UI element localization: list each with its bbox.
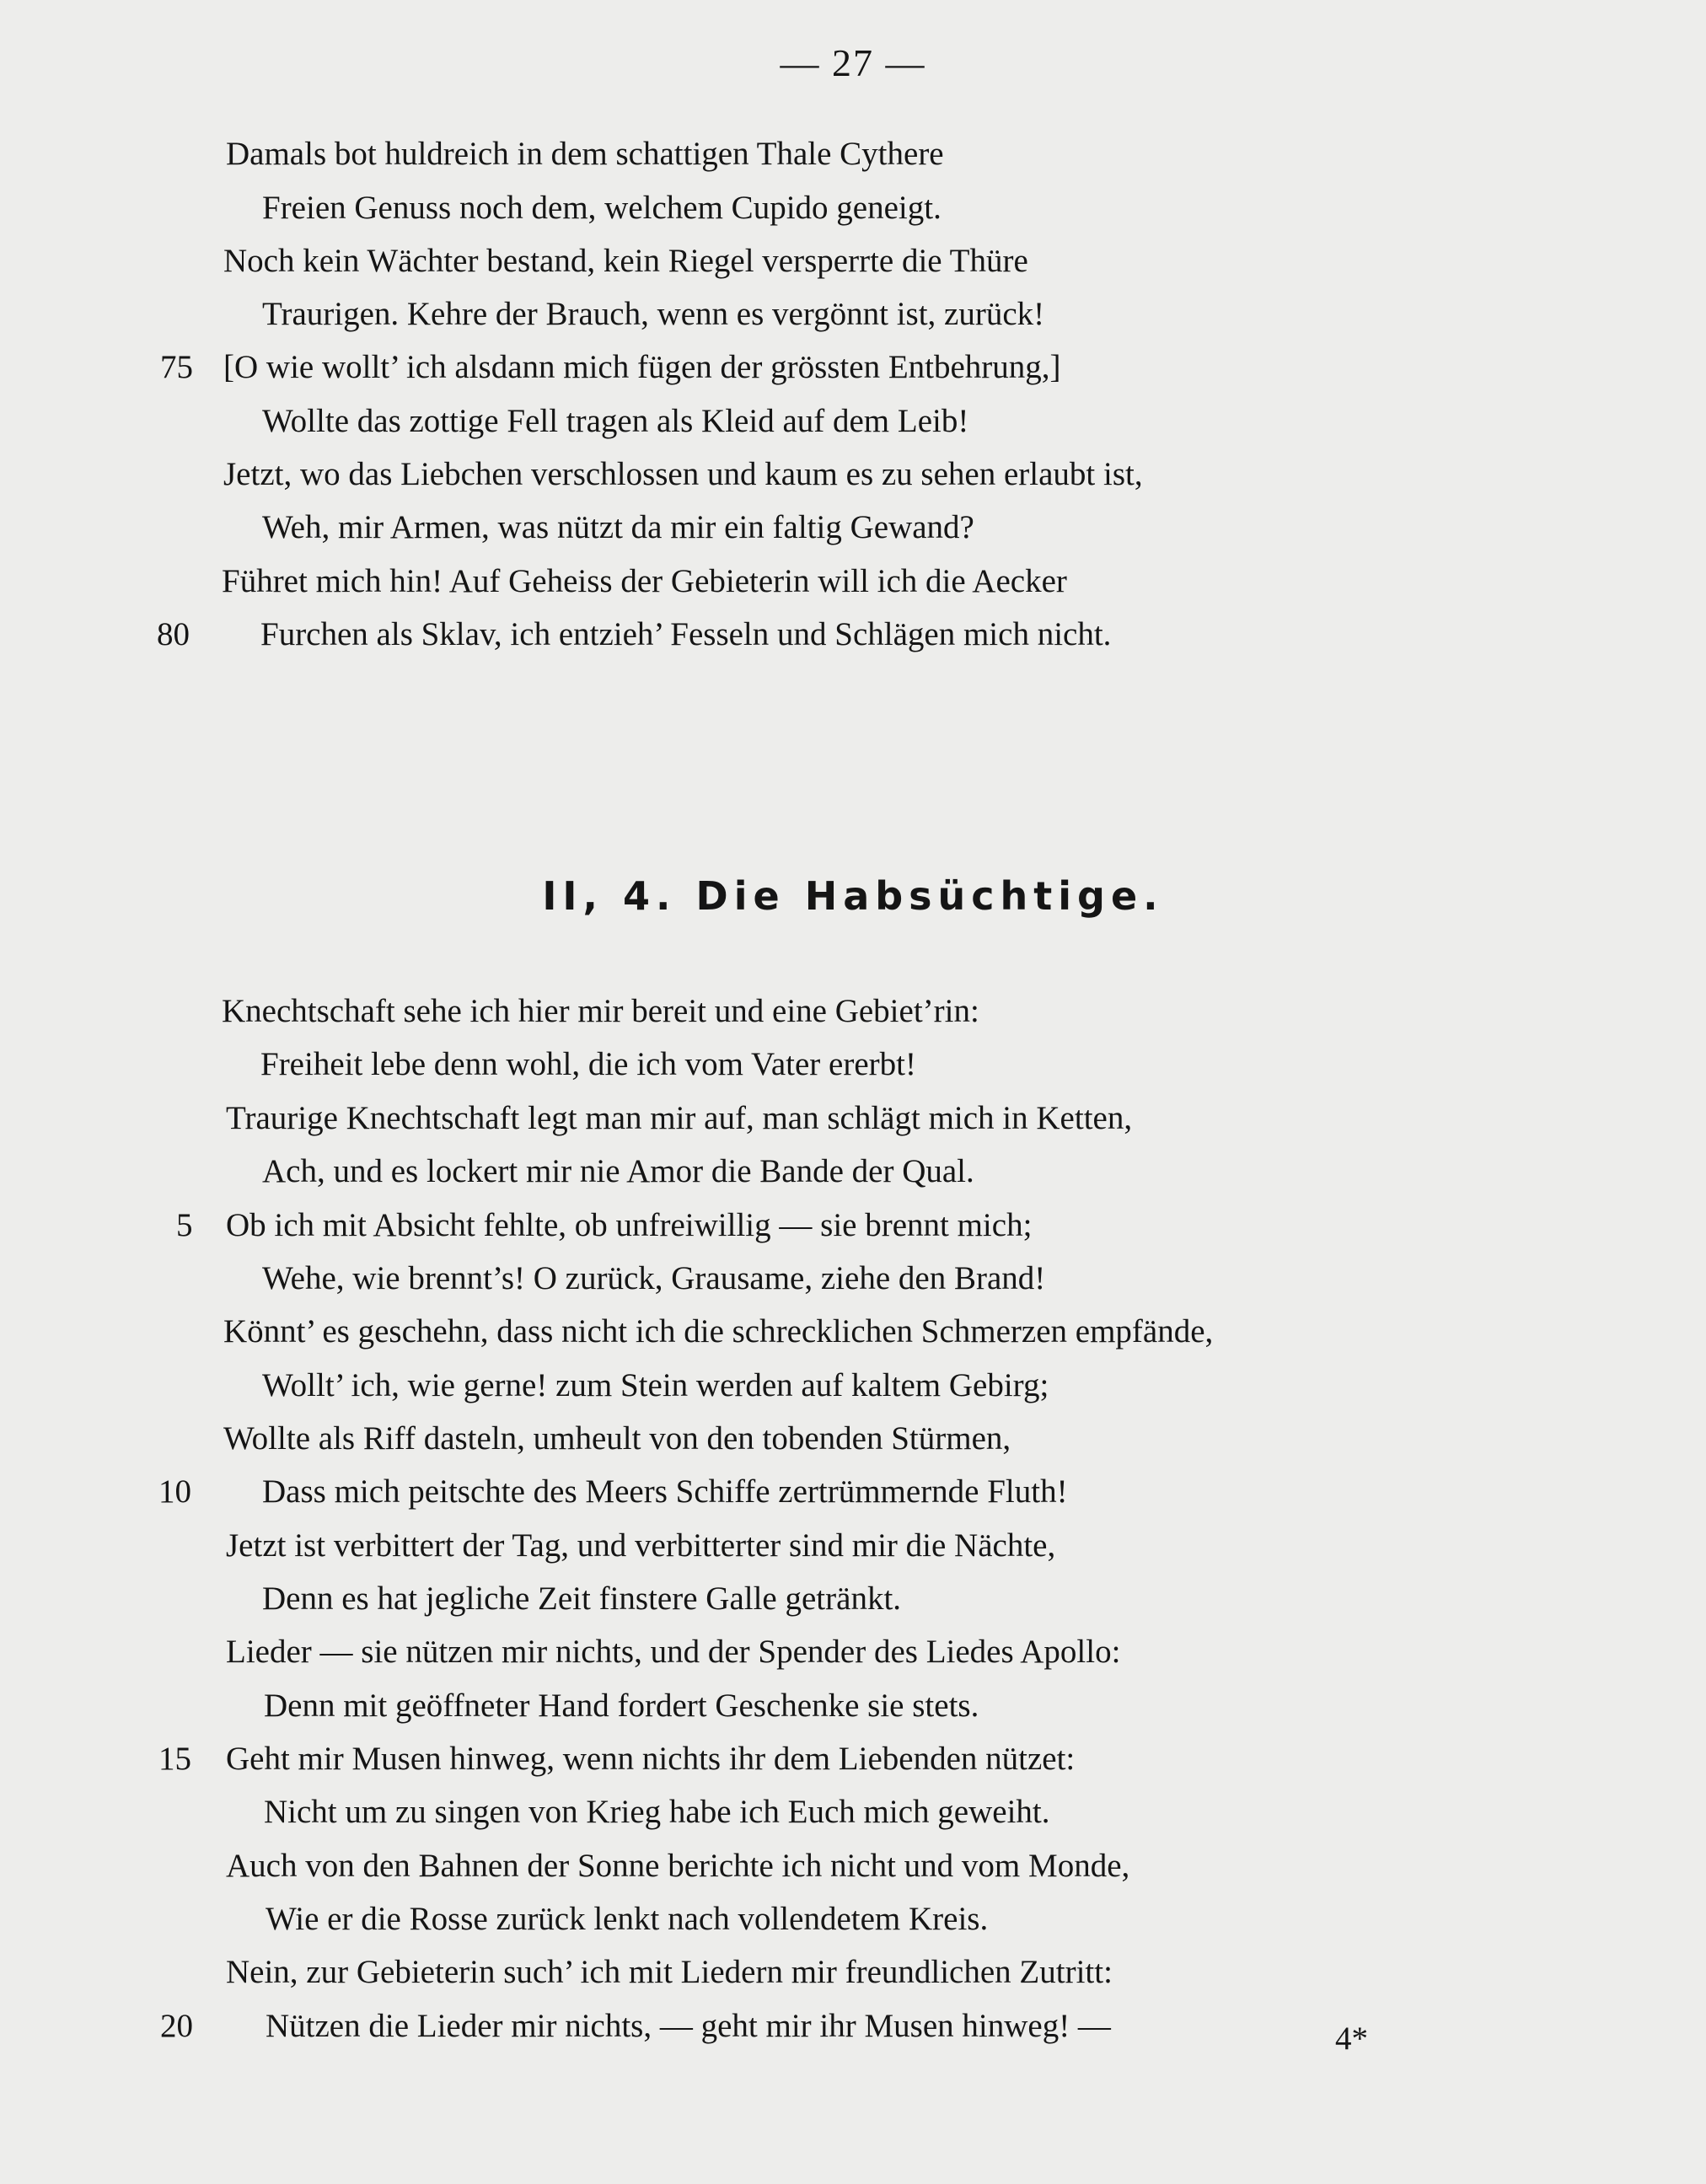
verse-line: Noch kein Wächter bestand, kein Riegel versperrte die Thüre [223, 243, 1028, 279]
verse-line: Jetzt, wo das Liebchen verschlossen und kaum es zu sehen erlaubt ist, [223, 456, 1143, 492]
verse-line: Wie er die Rosse zurück lenkt nach vollendetem Kreis. [266, 1901, 989, 1937]
line-number: 80 [157, 616, 190, 652]
line-number: 10 [158, 1473, 191, 1510]
verse-line: Lieder — sie nützen mir nichts, und der Spender des Liedes Apollo: [226, 1634, 1121, 1670]
line-number: 75 [160, 349, 193, 385]
verse-line: Jetzt ist verbittert der Tag, und verbitterter sind mir die Nächte, [226, 1527, 1056, 1564]
verse-line: Wollte das zottige Fell tragen als Kleid auf dem Leib! [262, 403, 969, 439]
verse-line: Traurige Knechtschaft legt man mir auf, man schlägt mich in Ketten, [226, 1100, 1133, 1136]
poem-title: II, 4. Die Habsüchtige. [542, 873, 1164, 919]
page-header: — 27 — [780, 41, 926, 84]
verse-line: Könnt’ es geschehn, dass nicht ich die schrecklichen Schmerzen empfände, [223, 1313, 1214, 1350]
verse-line: Führet mich hin! Auf Geheiss der Gebieterin will ich die Aecker [222, 563, 1067, 599]
verse-line: Wollte als Riff dasteln, umheult von den tobenden Stürmen, [223, 1420, 1011, 1457]
verse-line: Denn mit geöffneter Hand fordert Geschenke sie stets. [264, 1688, 979, 1724]
verse-line: Knechtschaft sehe ich hier mir bereit und eine Gebiet’rin: [222, 993, 979, 1029]
line-number: 5 [176, 1207, 193, 1243]
verse-line: Furchen als Sklav, ich entzieh’ Fesseln und Schlägen mich nicht. [260, 616, 1112, 652]
verse-line: Traurigen. Kehre der Brauch, wenn es vergönnt ist, zurück! [262, 296, 1045, 332]
verse-line: Dass mich peitschte des Meers Schiffe zertrümmernde Fluth! [262, 1473, 1068, 1510]
verse-line: Freien Genuss noch dem, welchem Cupido geneigt. [262, 190, 942, 226]
line-number: 15 [158, 1741, 191, 1777]
verse-line: Wehe, wie brennt’s! O zurück, Grausame, ziehe den Brand! [262, 1260, 1046, 1296]
verse-line: [O wie wollt’ ich alsdann mich fügen der grössten Entbehrung,] [223, 349, 1061, 385]
signature-mark: 4* [1335, 2020, 1368, 2057]
verse-line: Geht mir Musen hinweg, wenn nichts ihr dem Liebenden nützet: [226, 1741, 1076, 1777]
verse-line: Weh, mir Armen, was nützt da mir ein faltig Gewand? [262, 509, 974, 545]
verse-line: Denn es hat jegliche Zeit finstere Galle getränkt. [262, 1580, 902, 1617]
verse-line: Wollt’ ich, wie gerne! zum Stein werden auf kaltem Gebirg; [262, 1367, 1049, 1403]
verse-line: Nicht um zu singen von Krieg habe ich Euch mich geweiht. [264, 1794, 1050, 1830]
verse-line: Ob ich mit Absicht fehlte, ob unfreiwillig — sie brennt mich; [226, 1207, 1033, 1243]
verse-line: Freiheit lebe denn wohl, die ich vom Vater ererbt! [260, 1046, 916, 1082]
verse-line: Nützen die Lieder mir nichts, — geht mir ihr Musen hinweg! — [266, 2008, 1111, 2044]
verse-line: Auch von den Bahnen der Sonne berichte ich nicht und vom Monde, [226, 1848, 1130, 1884]
verse-line: Ach, und es lockert mir nie Amor die Bande der Qual. [262, 1153, 974, 1189]
verse-line: Nein, zur Gebieterin such’ ich mit Liedern mir freundlichen Zutritt: [226, 1954, 1113, 1990]
line-number: 20 [160, 2008, 193, 2044]
verse-line: Damals bot huldreich in dem schattigen Thale Cythere [226, 136, 944, 172]
